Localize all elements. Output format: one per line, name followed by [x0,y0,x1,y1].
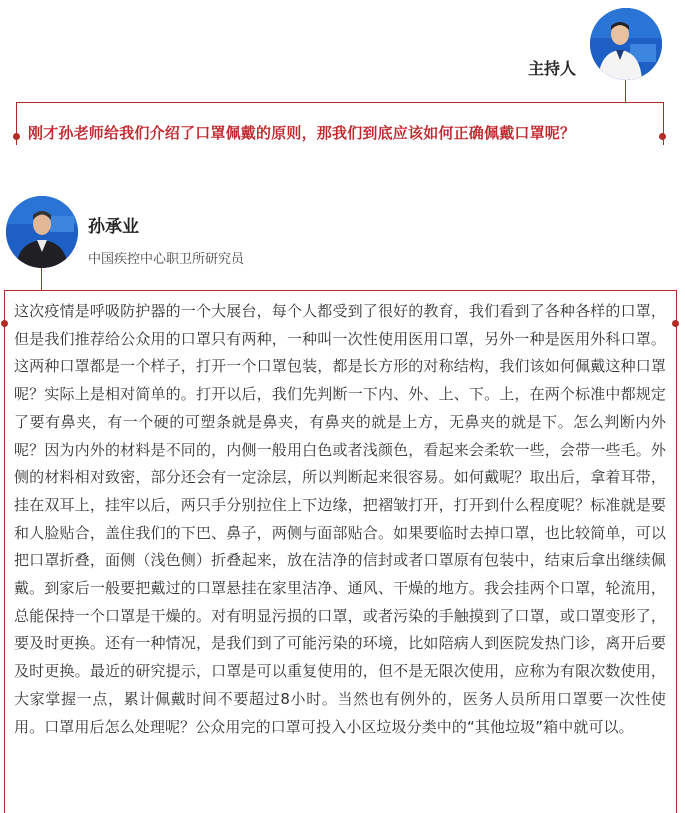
answer-right-dot [672,320,679,327]
guest-title: 中国疾控中心职卫所研究员 [88,252,245,267]
guest-photo-icon [6,196,78,268]
host-connector-line [625,80,626,102]
answer-left-dot [1,320,8,327]
host-question: 刚才孙老师给我们介绍了口罩佩戴的原则，那我们到底应该如何正确佩戴口罩呢？ [28,124,576,142]
host-avatar [590,8,662,80]
guest-answer: 这次疫情是呼吸防护器的一个大展台，每个人都受到了很好的教育，我们看到了各种各样的口罩，但是我们推荐给公众用的口罩只有两种，一种叫一次性使用医用口罩，另外一种是医用外科口罩。这两种口罩都是一个样子，打开一个口罩包装，都是长方形的对称结构，我们该如何佩戴这种口罩呢？实际上是相对简单的。打开以后，我们先判断一下内、外、上、下。上，在两个标准中都规定了要有鼻夹，有一个硬的可塑条就是鼻夹，有鼻夹的就是上方，无鼻夹的就是下。怎么判断内外呢？因为内外的材料是不同的，内侧一般用白色或者浅颜色，看起来会柔软一些，会带一些毛。外侧的材料相对致密，部分还会有一定涂层，所以判断起来很容易。如何戴呢？取出后，拿着耳带，挂在双耳上，挂牢以后，两只手分别拉住上下边缘，把褶皱打开，打开到什么程度呢？标准就是要和人脸贴合，盖住我们的下巴、鼻子，两侧与面部贴合。如果要临时去掉口罩，也比较简单，可以把口罩折叠，面侧（浅色侧）折叠起来，放在洁净的信封或者口罩原有包装中，结束后拿出继续佩戴。到家后一般要把戴过的口罩悬挂在家里洁净、通风、干燥的地方。我会挂两个口罩，轮流用，总能保持一个口罩是干燥的。对有明显污损的口罩，或者污染的手触摸到了口罩，或口罩变形了，要及时更换。还有一种情况，是我们到了可能污染的环境，比如陪病人到医院发热门诊，离开后要及时更换。最近的研究提示，口罩是可以重复使用的，但不是无限次使用，应称为有限次数使用，大家掌握一点，累计佩戴时间不要超过8小时。当然也有例外的，医务人员所用口罩要一次性使用。口罩用后怎么处理呢？公众用完的口罩可投入小区垃圾分类中的“其他垃圾”箱中就可以。 [14,302,666,736]
guest-avatar [6,196,78,268]
guest-connector-line [41,268,42,290]
host-name: 主持人 [528,59,577,78]
guest-name: 孙承业 [88,217,139,237]
question-left-dot [13,133,20,140]
question-right-dot [659,133,666,140]
host-photo-icon [590,8,662,80]
